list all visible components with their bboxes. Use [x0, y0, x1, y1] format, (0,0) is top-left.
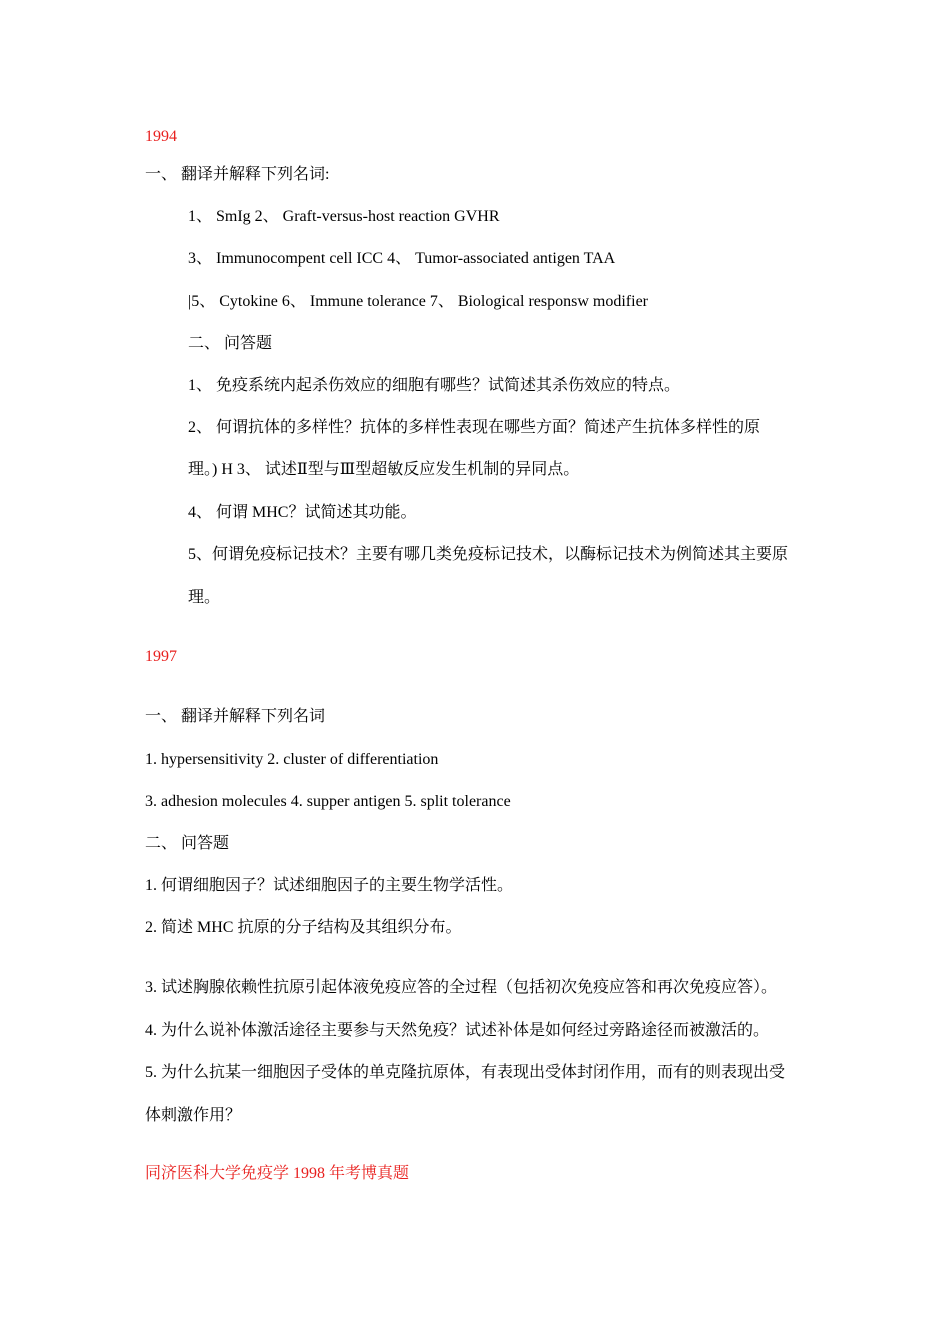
- section-title-qa-1994: 二、 问答题: [188, 335, 273, 352]
- year-heading-1997: 1997: [145, 648, 177, 665]
- term-line-1994-1: 1、 SmIg 2、 Graft-versus-host reaction GVHR: [188, 208, 500, 225]
- heading-1998-exam: 同济医科大学免疫学 1998 年考博真题: [145, 1165, 410, 1182]
- term-line-1994-3: |5、 Cytokine 6、 Immune tolerance 7、 Biological responsw modifier: [188, 293, 649, 310]
- question-line-1997-2: 2. 简述 MHC 抗原的分子结构及其组织分布。: [145, 919, 462, 936]
- question-line-1994-2: 2、 何谓抗体的多样性？抗体的多样性表现在哪些方面？简述产生抗体多样性的原: [188, 419, 761, 436]
- term-line-1997-2: 3. adhesion molecules 4. supper antigen 5. split tolerance: [145, 793, 511, 810]
- section-title-translate-1994: 一、 翻译并解释下列名词:: [145, 166, 330, 183]
- question-line-1994-5: 5、何谓免疫标记技术？主要有哪几类免疫标记技术，以酶标记技术为例简述其主要原: [188, 546, 789, 563]
- section-title-qa-1997: 二、 问答题: [145, 835, 230, 852]
- question-line-1994-6: 理。: [188, 589, 221, 606]
- question-line-1997-6: 体刺激作用？: [145, 1107, 242, 1124]
- section-title-translate-1997: 一、 翻译并解释下列名词: [145, 708, 326, 725]
- question-line-1994-3: 理。) H 3、 试述Ⅱ型与Ⅲ型超敏反应发生机制的异同点。: [188, 461, 580, 478]
- question-line-1997-1: 1. 何谓细胞因子？试述细胞因子的主要生物学活性。: [145, 877, 514, 894]
- question-line-1997-3: 3. 试述胸腺依赖性抗原引起体液免疫应答的全过程（包括初次免疫应答和再次免疫应答）。: [145, 979, 778, 996]
- question-line-1997-5: 5. 为什么抗某一细胞因子受体的单克隆抗原体，有表现出受体封闭作用，而有的则表现出受: [145, 1064, 786, 1081]
- term-line-1997-1: 1. hypersensitivity 2. cluster of differentiation: [145, 751, 439, 768]
- year-heading-1994: 1994: [145, 128, 177, 145]
- term-line-1994-2: 3、 Immunocompent cell ICC 4、 Tumor-associated antigen TAA: [188, 250, 616, 267]
- question-line-1997-4: 4. 为什么说补体激活途径主要参与天然免疫？试述补体是如何经过旁路途径而被激活的。: [145, 1022, 770, 1039]
- question-line-1994-1: 1、 免疫系统内起杀伤效应的细胞有哪些？试简述其杀伤效应的特点。: [188, 377, 681, 394]
- question-line-1994-4: 4、 何谓 MHC？试简述其功能。: [188, 504, 417, 521]
